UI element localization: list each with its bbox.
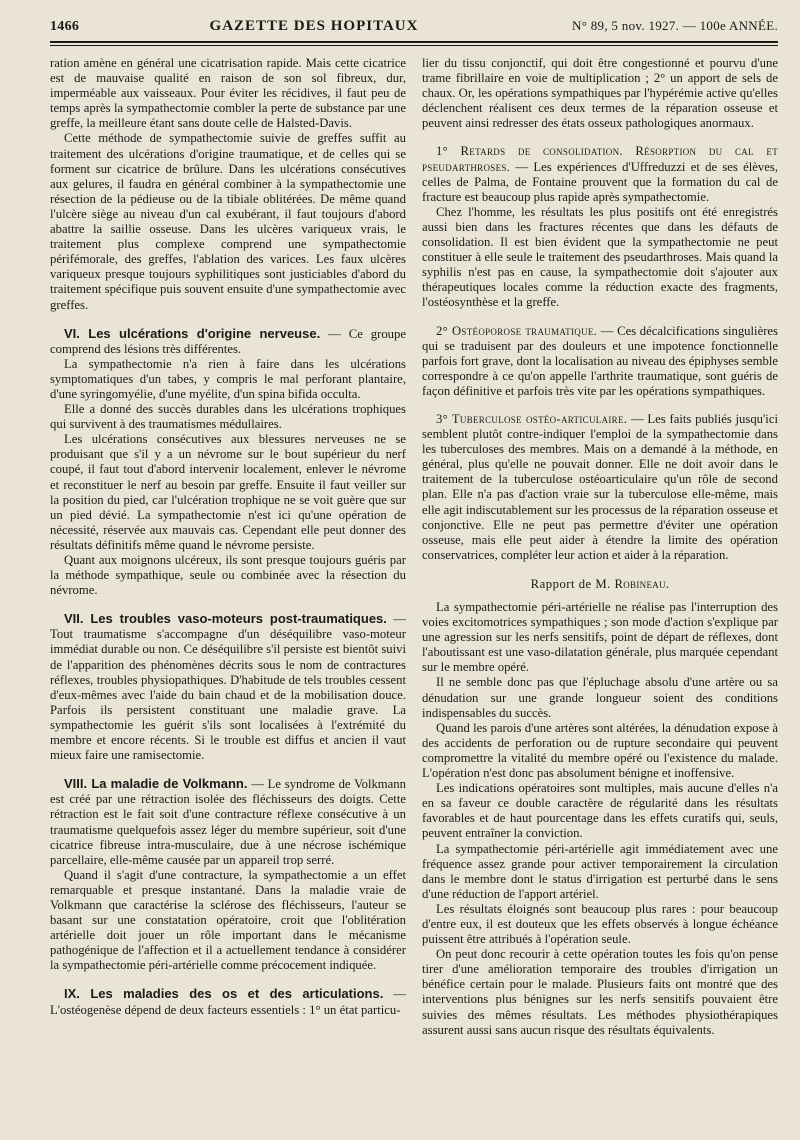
section-text: — Ce groupe comprend des lésions très différentes. <box>50 326 407 356</box>
paragraph: Elle a donné des succès durables dans les ulcérations trophiques qui survivent à des traumatismes médullaires. <box>50 402 406 432</box>
subsection-1 <box>422 144 778 204</box>
subsection-title: 3° Tuberculose ostéo-articulaire. <box>436 411 628 426</box>
section-title: IX. Les maladies des os et des articulations. <box>64 986 384 1002</box>
rapport-heading <box>422 577 778 592</box>
paragraph: Les résultats éloignés sont beaucoup plus rares : pour beaucoup d'entre eux, il est douteux que les effets observés à longue échéance puissent être attribués à l'opération seule. <box>422 901 778 947</box>
paragraph: La sympathectomie péri-artérielle ne réalise pas l'interruption des voies excitomotrices sympathiques ; son mode d'action s'explique par une agression sur les nerfs sensitifs, point de départ de réflexes, dont l'aboutissant est une vaso-dilatation générale, plus marquée cependant sur le membre opéré. <box>422 600 778 675</box>
paragraph: Quand les parois d'une artères sont altérées, la dénudation expose à des accidents de perforation ou de rupture secondaire qui peuvent compromettre la vitalité du membre opéré ou l'existence du malade. L'opération n'est donc pas absolument bénigne et inoffensive. <box>422 720 778 781</box>
paragraph: Les indications opératoires sont multiples, mais aucune d'elles n'a en sa faveur ce double caractère de régularité dans les résultats favorables et de haut pourcentage dans les effets curatifs qui, seuls, peuvent entraîner la conviction. <box>422 781 778 841</box>
subsection-text: — Ces décalcifications singulières qui se traduisent par des douleurs et une impotence fonctionnelle parfois fort grave, dont la localisation au niveau des épiphyses semble correspondre à ce qu'on appelle l'arthrite traumatique, sont guéris de façon définitive et parfois très vite par les opérations sympathiques. <box>422 323 778 398</box>
right-column <box>422 56 778 1038</box>
section-8 <box>50 776 406 868</box>
section-title: VI. Les ulcérations d'origine nerveuse. <box>64 325 321 341</box>
section-6 <box>50 326 406 357</box>
section-text: — Tout traumatisme s'accompagne d'un déséquilibre vaso-moteur immédiat durable ou non. Ce déséquilibre s'il persiste est bientôt suivi de l'apparition des phénomènes décrits sous le nom de contractures réflexes, troubles physiopathiques. D'habitude de tels troubles cessent d'eux-mêmes avec l'aide du bain chaud et de la mobilisation douce. Parfois ils persistent constituant une maladie grave. La sympathectomie les guérit s'ils sont localisées à l'extrémité du membre et encore récents. Si le trouble est diffus et ancien il vaut mieux faire une ramisectomie. <box>50 612 406 763</box>
section-text: — L'ostéogenèse dépend de deux facteurs essentiels : 1° un état particu- <box>50 987 406 1017</box>
subsection-3 <box>422 412 778 563</box>
header-rule-thin <box>50 45 778 46</box>
section-7 <box>50 611 406 763</box>
page-number: 1466 <box>50 19 80 34</box>
paragraph: Quand il s'agit d'une contracture, la sympathectomie a un effet remarquable et presque instantané. Dans la maladie vraie de Volkmann que caractérise la sclérose des fléchisseurs, l'auteur se basant sur une constatation opératoire, croit que l'oblitération artérielle doit jouer un rôle important dans le mécanisme pathogénique de l'affection et il a actuellement tendance à considérer la sympathectomie péri-artérielle comme précocement indiquée. <box>50 867 406 973</box>
paragraph: La sympathectomie péri-artérielle agit immédiatement avec une fréquence assez grande pour activer temporairement la circulation dans le membre dont le status d'irrigation est perturbé dans le sens d'une réduction de l'apport artériel. <box>422 841 778 901</box>
subsection-title: 1° Retards de consolidation. Résorption du cal et pseudarthroses. <box>422 144 778 174</box>
paragraph: Il ne semble donc pas que l'épluchage absolu d'une artère ou sa dénudation sur une grande longueur soient des conditions indispensables du succès. <box>422 675 778 720</box>
paragraph: Cette méthode de sympathectomie suivie de greffes suffit au traitement des ulcérations d'origine traumatique, et de celles qui se forment sur cicatrice de brûlure. Dans les ulcérations consécutives aux gelures, il faudra en général combiner à la sympathectomie une résection de la pédieuse ou de la tibiale oblitérées. De même quand l'ulcère siège au niveau d'un cal exubérant, il faut toujours d'abord abattre la saillie osseuse. Dans les ulcères variqueux vrais, le traitement plus complexe comprend une sympathectomie périfémorale, des greffes, l'ablation des varices. Les faux ulcères variqueux presque toujours syphilitiques sont justiciables d'abord du traitement spécifique puis souvent ensuite d'une sympathectomie avec greffes. <box>50 131 406 312</box>
rapport-author: Robineau. <box>614 576 670 591</box>
paragraph: On peut donc recourir à cette opération toutes les fois qu'on pense tirer d'une amélioration temporaire des troubles d'irrigation un bénéfice certain pour le malade. Plusieurs faits ont montré que des interventions plus bénignes sur les nerfs sensitifs pouvaient être suivies des mêmes résultats. Les méthodes physiothérapiques assurent aussi sans aucun risque des résultats équivalents. <box>422 947 778 1037</box>
paragraph: ration amène en général une cicatrisation rapide. Mais cette cicatrice est de mauvaise qualité en raison de son sol fibreux, dur, imperméable aux vaisseaux. Pour éviter les récidives, il faut peu de temps après la sympathectomie combler la perte de substance par une greffe, la meilleure étant sans doute celle de Halsted-Davis. <box>50 56 406 131</box>
header-rule <box>50 41 778 43</box>
paragraph: Quant aux moignons ulcéreux, ils sont presque toujours guéris par la méthode sympathique, seule ou combinée avec la résection du névrome. <box>50 553 406 598</box>
journal-title: GAZETTE DES HOPITAUX <box>209 18 419 34</box>
subsection-text: — Les faits publiés jusqu'ici semblent plutôt contre-indiquer l'emploi de la sympathectomie dans les tuberculoses des membres. Mais on a demandé à la méthode, en général, plus qu'elle ne pouvait donner. Elle ne doit avoir dans le traitement de la tuberculose ostéoarticulaire qu'un rôle de second plan. Elle n'a pas d'action vraie sur la tuberculose elle-même, mais elle agit indiscutablement sur les processus de la réparation osseuse et conjonctive. Elle ne peut pas permettre d'éviter une opération osseuse, mais elle peut aider à étendre la limite des opération conservatrices, compléter leur action et aider à la réparation. <box>422 411 778 562</box>
left-column <box>50 56 406 1038</box>
paragraph: Les ulcérations consécutives aux blessures nerveuses ne se produisant que s'il y a un névrome sur le bout supérieur du nerf coupé, il faut tout d'abord intervenir localement, enlever le névrome et reconstituer le nerf au besoin par greffe. Ensuite il faut veiller sur la position du pied, car l'ulcération trophique ne se voit guère que sur un pied dévié. La sympathectomie n'est ici qu'une opération de nécessité, réservée aux mauvais cas. Cependant elle peut donner des résultats définitifs même quand le névrome persiste. <box>50 432 406 552</box>
section-9 <box>50 986 406 1017</box>
text-columns <box>50 56 778 1038</box>
paragraph: Chez l'homme, les résultats les plus positifs ont été enregistrés aussi bien dans les fractures récentes que dans les défauts de consolidation. Il est bien évident que la sympathectomie ne peut constituer à elle seule le traitement des pseudarthroses. Mais quand la syphilis n'est pas en cause, la sympathectomie doit s'ajouter aux thérapeutiques locales comme la réduction exacte des fragments, l'ostéosynthèse et la greffe. <box>422 204 778 310</box>
section-text: — Le syndrome de Volkmann est créé par une rétraction isolée des fléchisseurs des doigts. Cette rétraction est le fait soit d'une contracture réflexe consécutive à un traumatisme quelquefois assez léger du membre supérieur, soit d'une cicatrice fibreuse intra-musculaire, due à une nécrose ischémique parcellaire, elle-même causée par un appareil trop serré. <box>50 777 406 867</box>
page-header <box>50 18 778 35</box>
subsection-title: 2° Ostéoporose traumatique. <box>436 323 598 338</box>
paragraph: La sympathectomie n'a rien à faire dans les ulcérations symptomatiques d'un tabes, y compris le mal perforant plantaire, d'une syringomyélie, d'une myélite, d'un spina bifida occulta. <box>50 356 406 401</box>
subsection-2 <box>422 324 778 399</box>
paragraph: lier du tissu conjonctif, qui doit être congestionné et pourvu d'une trame fibrillaire en voie de multiplication ; 2° un apport de sels de chaux. Or, les opérations sympathiques par l'hypérémie active qu'elles déclenchent réalisent ces deux termes de la réparation osseuse et peuvent ainsi redresser des états osseux pathologiques anormaux. <box>422 56 778 131</box>
issue-info: N° 89, 5 nov. 1927. — 100e ANNÉE. <box>572 18 778 33</box>
section-title: VII. Les troubles vaso-moteurs post-traumatiques. <box>64 611 387 627</box>
rapport-prefix: Rapport de M. <box>530 576 615 591</box>
subsection-text: — Les expériences d'Uffreduzzi et de ses élèves, celles de Palma, de Fontaine prouvent que la formation du cal de fracture est beaucoup plus rapide après sympathectomie. <box>422 159 778 204</box>
section-title: VIII. La maladie de Volkmann. <box>64 776 248 792</box>
